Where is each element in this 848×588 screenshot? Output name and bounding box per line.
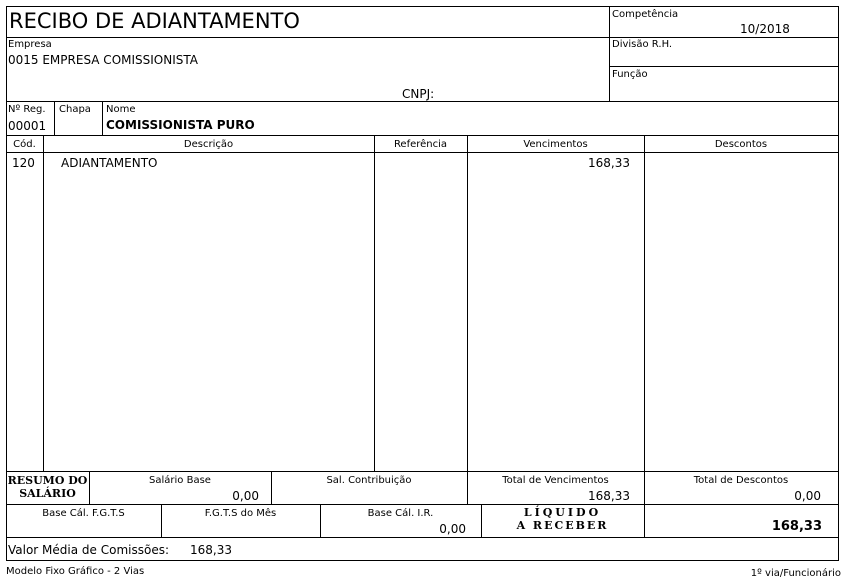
salario-base-value: 0,00 bbox=[232, 489, 259, 503]
reg-label: Nº Reg. bbox=[8, 104, 46, 115]
base-ir-value: 0,00 bbox=[439, 522, 466, 536]
base-fgts-label: Base Cál. F.G.T.S bbox=[42, 508, 125, 519]
competencia-label: Competência bbox=[612, 9, 679, 20]
rule bbox=[609, 6, 610, 102]
rule bbox=[6, 101, 839, 102]
col-header-vencimentos: Vencimentos bbox=[523, 139, 588, 150]
col-header-descricao: Descrição bbox=[183, 139, 234, 150]
empresa-value: 0015 EMPRESA COMISSIONISTA bbox=[8, 53, 198, 67]
resumo-label-1: RESUMO DO bbox=[7, 474, 88, 487]
rule bbox=[467, 135, 468, 505]
rule bbox=[54, 101, 55, 136]
competencia-value: 10/2018 bbox=[740, 22, 790, 36]
col-header-descontos: Descontos bbox=[714, 139, 768, 150]
liquido-value: 168,33 bbox=[771, 519, 822, 534]
rule bbox=[6, 504, 839, 505]
frame-right bbox=[838, 6, 839, 561]
total-descontos-label: Total de Descontos bbox=[693, 475, 789, 486]
rule bbox=[6, 135, 839, 136]
frame-bottom bbox=[6, 560, 839, 561]
total-vencimentos-value: 168,33 bbox=[588, 489, 630, 503]
col-header-cod: Cód. bbox=[13, 139, 36, 150]
liquido-label-1: LÍQUIDO bbox=[523, 506, 602, 519]
total-vencimentos-label: Total de Vencimentos bbox=[502, 475, 609, 486]
resumo-label-2: SALÁRIO bbox=[19, 487, 76, 500]
funcao-label: Função bbox=[612, 69, 648, 80]
rule bbox=[6, 537, 839, 538]
sal-contribuicao-label: Sal. Contribuição bbox=[326, 475, 412, 486]
rule bbox=[6, 37, 839, 38]
via-label: 1º via/Funcionário bbox=[750, 568, 841, 579]
fgts-mes-label: F.G.T.S do Mês bbox=[204, 508, 277, 519]
base-ir-label: Base Cál. I.R. bbox=[367, 508, 434, 519]
modelo-label: Modelo Fixo Gráfico - 2 Vias bbox=[6, 566, 145, 577]
rule bbox=[102, 101, 103, 136]
salario-base-label: Salário Base bbox=[149, 475, 211, 486]
reg-value: 00001 bbox=[8, 119, 47, 133]
row-cod: 120 bbox=[12, 156, 35, 170]
row-descricao: ADIANTAMENTO bbox=[61, 156, 158, 170]
chapa-label: Chapa bbox=[59, 104, 91, 115]
rule bbox=[374, 135, 375, 472]
total-descontos-value: 0,00 bbox=[794, 489, 821, 503]
rule bbox=[43, 135, 44, 472]
nome-value: COMISSIONISTA PURO bbox=[106, 118, 255, 132]
rule bbox=[609, 66, 839, 67]
nome-label: Nome bbox=[106, 104, 136, 115]
media-label: Valor Média de Comissões: bbox=[8, 543, 169, 557]
row-vencimentos: 168,33 bbox=[588, 156, 630, 170]
media-value: 168,33 bbox=[190, 543, 232, 557]
cnpj-label: CNPJ: bbox=[402, 87, 435, 101]
col-header-referencia: Referência bbox=[393, 139, 448, 150]
rule bbox=[6, 471, 839, 472]
document-title: RECIBO DE ADIANTAMENTO bbox=[9, 9, 300, 33]
frame-top bbox=[6, 6, 839, 7]
rule bbox=[6, 152, 839, 153]
empresa-label: Empresa bbox=[8, 39, 52, 50]
divisao-label: Divisão R.H. bbox=[612, 39, 673, 50]
liquido-label-2: A RECEBER bbox=[516, 519, 609, 532]
